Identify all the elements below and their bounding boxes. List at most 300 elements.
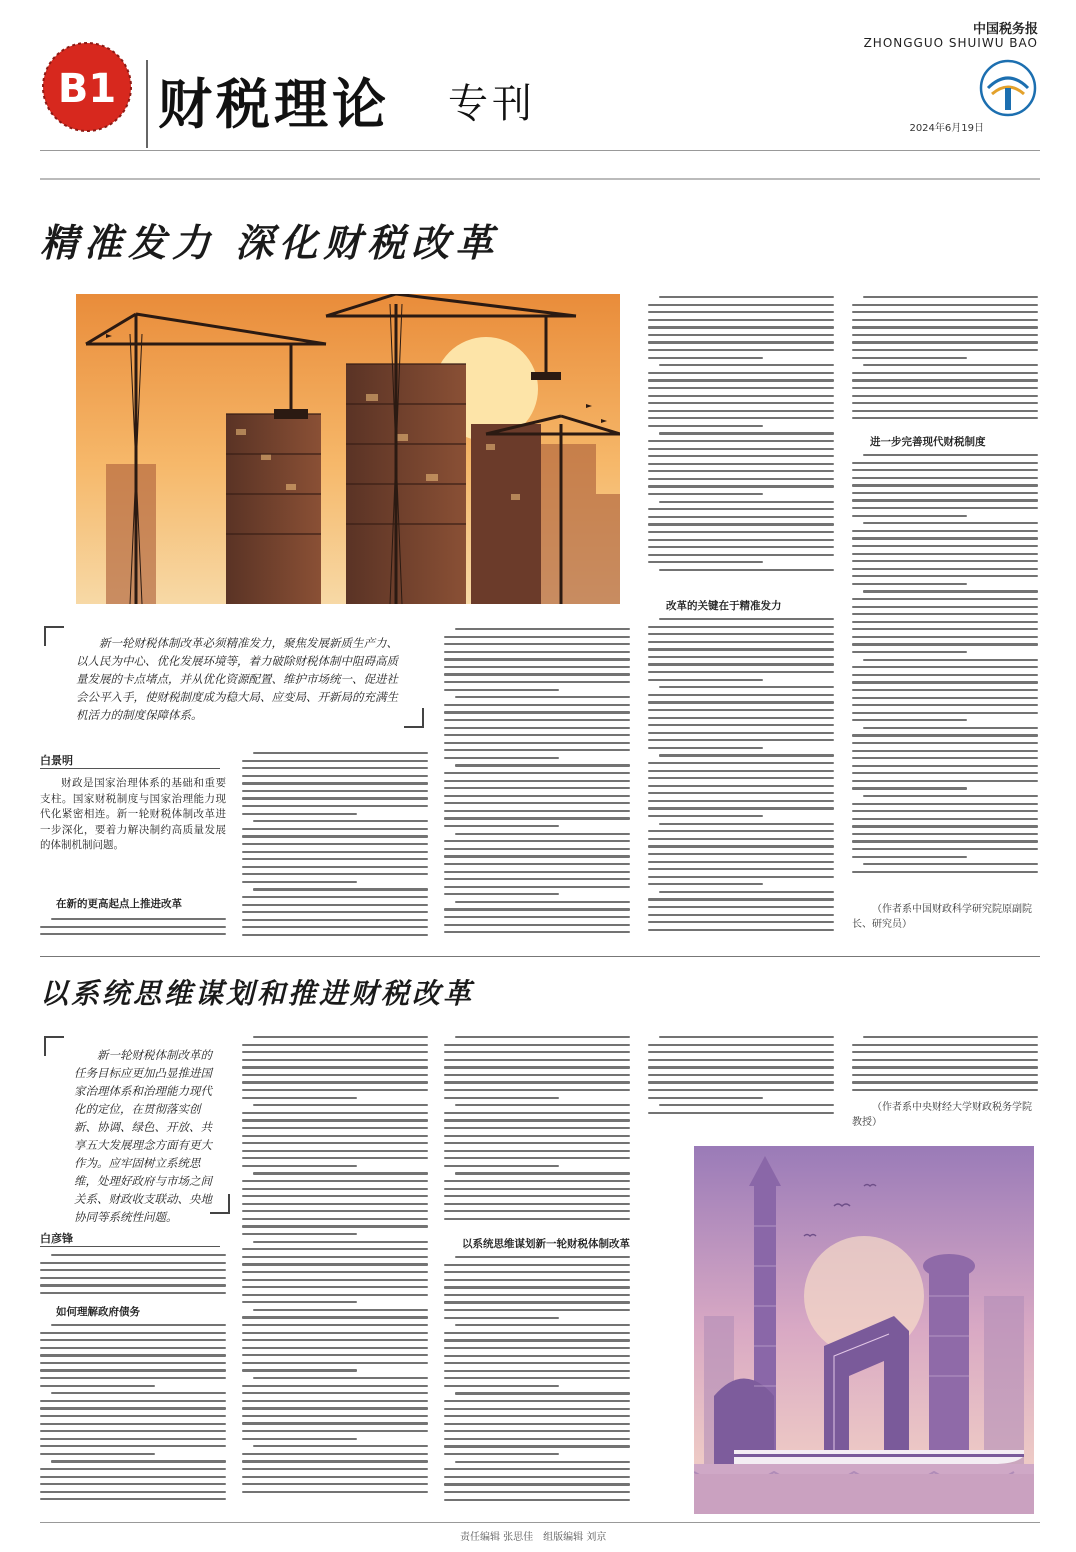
text-line xyxy=(852,765,1038,767)
text-line xyxy=(852,492,1038,494)
text-line xyxy=(648,709,834,711)
text-line xyxy=(253,820,428,822)
text-line xyxy=(40,1385,155,1387)
text-line xyxy=(242,1210,428,1212)
text-line xyxy=(852,395,1038,397)
text-line xyxy=(242,1491,428,1493)
section-title: 财税理论 xyxy=(158,72,390,136)
text-line xyxy=(242,1354,428,1356)
text-line xyxy=(444,1142,630,1144)
text-line xyxy=(51,1460,226,1462)
text-line xyxy=(444,1271,630,1273)
text-line xyxy=(659,296,834,298)
text-line xyxy=(455,1392,630,1394)
text-line xyxy=(648,1112,834,1114)
text-line xyxy=(242,911,428,913)
text-line xyxy=(242,1301,357,1303)
text-line xyxy=(40,1468,226,1470)
text-line xyxy=(242,1400,428,1402)
text-line xyxy=(648,815,763,817)
text-line xyxy=(242,1294,428,1296)
text-line xyxy=(648,770,834,772)
text-line xyxy=(242,851,428,853)
publication-date: 2024年6月19日 xyxy=(909,123,984,134)
text-line xyxy=(444,1491,630,1493)
text-line xyxy=(648,1089,834,1091)
text-line xyxy=(852,787,967,789)
text-line xyxy=(659,432,834,434)
text-line xyxy=(40,1438,226,1440)
text-line xyxy=(444,1051,630,1053)
text-line xyxy=(444,1415,630,1417)
text-line xyxy=(242,1422,428,1424)
text-line xyxy=(852,311,1038,313)
text-line xyxy=(852,484,1038,486)
text-line xyxy=(648,717,834,719)
text-line xyxy=(444,886,630,888)
text-line xyxy=(455,833,630,835)
text-line xyxy=(648,1059,834,1061)
text-line xyxy=(444,757,559,759)
text-line xyxy=(444,924,630,926)
paper-name-en: ZHONGGUO SHUIWU BAO xyxy=(863,36,1038,50)
text-line xyxy=(253,1241,428,1243)
text-line xyxy=(444,711,630,713)
text-line xyxy=(51,918,226,920)
text-line xyxy=(852,742,1038,744)
text-line xyxy=(242,1483,428,1485)
article2-subhead-2: 以系统思维谋划新一轮财税体制改革 xyxy=(462,1238,630,1250)
text-line xyxy=(852,530,1038,532)
text-line xyxy=(444,681,630,683)
text-line xyxy=(648,663,834,665)
text-line xyxy=(852,560,1038,562)
text-line xyxy=(444,1127,630,1129)
text-line xyxy=(648,656,834,658)
text-line xyxy=(648,417,834,419)
text-line xyxy=(444,1362,630,1364)
text-line xyxy=(852,583,967,585)
text-column xyxy=(444,628,630,948)
text-line xyxy=(852,326,1038,328)
text-line xyxy=(242,1233,357,1235)
text-line xyxy=(852,689,1038,691)
text-line xyxy=(852,575,1038,577)
text-line xyxy=(242,1324,428,1326)
article1-subhead-3: 进一步完善现代财税制度 xyxy=(870,436,986,448)
text-line xyxy=(242,1407,428,1409)
text-line xyxy=(40,933,226,935)
text-line xyxy=(648,906,834,908)
text-column xyxy=(444,1256,630,1514)
text-line xyxy=(852,469,1038,471)
text-line xyxy=(648,531,834,533)
text-line xyxy=(444,1180,630,1182)
text-line xyxy=(242,1112,428,1114)
text-line xyxy=(852,712,1038,714)
text-line xyxy=(852,1044,1038,1046)
text-line xyxy=(444,1218,630,1220)
text-line xyxy=(242,858,428,860)
text-line xyxy=(852,304,1038,306)
text-column xyxy=(40,1324,226,1514)
text-line xyxy=(444,1309,630,1311)
text-line xyxy=(444,1483,630,1485)
text-line xyxy=(40,1277,226,1279)
text-line xyxy=(242,904,428,906)
text-line xyxy=(51,1324,226,1326)
text-line xyxy=(648,1066,834,1068)
text-line xyxy=(648,762,834,764)
text-line xyxy=(444,1294,630,1296)
text-line xyxy=(455,1104,630,1106)
text-line xyxy=(242,1438,357,1440)
text-line xyxy=(648,463,834,465)
text-line xyxy=(40,1284,226,1286)
text-line xyxy=(242,1059,428,1061)
text-column xyxy=(242,1036,428,1514)
text-line xyxy=(242,1074,428,1076)
text-line xyxy=(444,1499,630,1501)
text-column xyxy=(852,1036,1038,1096)
text-line xyxy=(40,1491,226,1493)
text-line xyxy=(648,387,834,389)
text-line xyxy=(648,349,834,351)
text-line xyxy=(648,334,834,336)
text-line xyxy=(253,1377,428,1379)
text-line xyxy=(444,1355,630,1357)
text-line xyxy=(242,843,428,845)
text-line xyxy=(852,417,1038,419)
text-line xyxy=(444,1468,630,1470)
page-number-badge xyxy=(40,40,134,134)
text-line xyxy=(444,780,630,782)
text-line xyxy=(444,825,559,827)
text-line xyxy=(444,704,630,706)
text-line xyxy=(852,507,1038,509)
text-line xyxy=(863,590,1038,592)
text-line xyxy=(659,1104,834,1106)
text-line xyxy=(659,754,834,756)
abstract-bracket-bottom-right xyxy=(404,708,424,728)
text-line xyxy=(242,1362,428,1364)
text-line xyxy=(40,1423,226,1425)
text-line xyxy=(852,1081,1038,1083)
text-line xyxy=(852,357,967,359)
text-line xyxy=(648,1044,834,1046)
text-line xyxy=(648,641,834,643)
text-line xyxy=(444,749,630,751)
text-line xyxy=(444,1430,630,1432)
text-line xyxy=(40,1483,226,1485)
article1-headline: 精准发力 深化财税改革 xyxy=(40,220,500,265)
text-line xyxy=(659,686,834,688)
text-line xyxy=(40,1415,226,1417)
text-line xyxy=(648,448,834,450)
text-column xyxy=(852,454,1038,894)
text-line xyxy=(863,296,1038,298)
text-line xyxy=(648,539,834,541)
text-line xyxy=(444,893,559,895)
text-line xyxy=(444,787,630,789)
text-line xyxy=(648,516,834,518)
text-line xyxy=(648,868,834,870)
text-line xyxy=(648,440,834,442)
text-line xyxy=(455,696,630,698)
text-line xyxy=(852,387,1038,389)
text-line xyxy=(444,1195,630,1197)
text-line xyxy=(648,493,763,495)
text-line xyxy=(852,856,967,858)
text-line xyxy=(242,1119,428,1121)
text-line xyxy=(648,633,834,635)
text-line xyxy=(852,681,1038,683)
text-line xyxy=(659,618,834,620)
text-line xyxy=(444,1044,630,1046)
text-line xyxy=(648,410,834,412)
text-line xyxy=(852,477,1038,479)
text-line xyxy=(648,523,834,525)
text-line xyxy=(852,803,1038,805)
text-line xyxy=(444,1370,630,1372)
article2-headline: 以系统思维谋划和推进财税改革 xyxy=(40,977,475,1010)
text-line xyxy=(242,1392,428,1394)
text-line xyxy=(852,772,1038,774)
text-line xyxy=(40,1269,226,1271)
paper-name-cn: 中国税务报 xyxy=(972,22,1038,37)
text-line xyxy=(242,1332,428,1334)
text-line xyxy=(242,1081,428,1083)
text-line xyxy=(40,1347,226,1349)
text-line xyxy=(253,888,428,890)
text-line xyxy=(863,659,1038,661)
text-line xyxy=(648,648,834,650)
text-line xyxy=(242,813,357,815)
text-line xyxy=(444,878,630,880)
text-line xyxy=(444,1347,630,1349)
text-line xyxy=(40,1430,226,1432)
text-line xyxy=(852,1074,1038,1076)
text-line xyxy=(40,1377,226,1379)
text-line xyxy=(242,1468,428,1470)
text-line xyxy=(852,750,1038,752)
text-line xyxy=(444,1210,630,1212)
text-line xyxy=(444,855,630,857)
text-line xyxy=(852,825,1038,827)
page-number: B1 xyxy=(57,66,117,112)
text-line xyxy=(852,871,1038,873)
text-line xyxy=(455,1324,630,1326)
text-line xyxy=(444,1264,630,1266)
text-line xyxy=(852,1051,1038,1053)
text-line xyxy=(242,1248,428,1250)
text-line xyxy=(648,830,834,832)
text-line xyxy=(852,621,1038,623)
text-column xyxy=(40,918,226,948)
text-line xyxy=(444,908,630,910)
text-line xyxy=(444,1074,630,1076)
text-line xyxy=(659,891,834,893)
text-line xyxy=(444,1059,630,1061)
author-rule xyxy=(40,1246,220,1247)
masthead-divider xyxy=(146,60,148,148)
text-line xyxy=(444,734,630,736)
text-line xyxy=(648,304,834,306)
text-line xyxy=(648,455,834,457)
text-line xyxy=(242,1127,428,1129)
text-line xyxy=(648,478,834,480)
text-line xyxy=(648,402,834,404)
text-line xyxy=(444,1423,630,1425)
text-line xyxy=(648,792,834,794)
text-line xyxy=(648,800,834,802)
text-line xyxy=(863,863,1038,865)
text-line xyxy=(242,1347,428,1349)
text-line xyxy=(242,1097,357,1099)
text-line xyxy=(455,1461,630,1463)
text-line xyxy=(444,1188,630,1190)
text-line xyxy=(659,823,834,825)
text-line xyxy=(253,1036,428,1038)
text-line xyxy=(242,1203,428,1205)
article1-abstract: 新一轮财税体制改革必须精准发力，聚焦发展新质生产力、以人民为中心、优化发展环境等，着力破除财税体制中阻碍高质量发展的卡点堵点，并从优化资源配置、维护市场统一、促进社会公平入手，使财税制度成为稳大局、应变局、开新局的充满生机活力的制度保障体系。 xyxy=(76,636,398,722)
text-line xyxy=(648,807,834,809)
text-line xyxy=(242,1339,428,1341)
text-line xyxy=(648,561,763,563)
article2-byline: （作者系中央财经大学财政税务学院教授） xyxy=(852,1102,1032,1128)
text-line xyxy=(852,818,1038,820)
text-line xyxy=(242,1165,357,1167)
article2-author: 白彦锋 xyxy=(40,1232,73,1245)
article1-byline: （作者系中国财政科学研究院原副院长、研究员） xyxy=(852,904,1032,930)
text-line xyxy=(648,861,834,863)
article2-abstract: 新一轮财税体制改革的任务目标应更加凸显推进国家治理体系和治理能力现代化的定位，在贯彻落实创新、协调、绿色、开放、共享五大发展理念方面有更大作为。应牢固树立系统思维，处理好政府与市场之间关系、财政收支联动、央地协同等系统性问题。 xyxy=(74,1048,212,1224)
text-line xyxy=(444,871,630,873)
text-line xyxy=(852,643,1038,645)
text-line xyxy=(455,1256,630,1258)
text-line xyxy=(648,785,834,787)
text-line xyxy=(242,1453,428,1455)
text-line xyxy=(444,1301,630,1303)
text-line xyxy=(444,1385,559,1387)
text-line xyxy=(852,1059,1038,1061)
city-skyline-illustration xyxy=(694,1146,1034,1514)
text-line xyxy=(444,1135,630,1137)
text-line xyxy=(648,679,763,681)
article1-subhead-2: 改革的关键在于精准发力 xyxy=(666,600,782,612)
text-line xyxy=(648,372,834,374)
text-line xyxy=(444,1476,630,1478)
text-line xyxy=(852,613,1038,615)
text-line xyxy=(40,1407,226,1409)
text-line xyxy=(444,795,630,797)
text-line xyxy=(648,732,834,734)
text-line xyxy=(51,1392,226,1394)
text-line xyxy=(444,1119,630,1121)
text-line xyxy=(648,929,834,931)
text-line xyxy=(444,1157,630,1159)
text-line xyxy=(648,838,834,840)
text-line xyxy=(852,598,1038,600)
text-line xyxy=(852,1066,1038,1068)
text-line xyxy=(253,1104,428,1106)
masthead-rule xyxy=(40,150,1040,151)
text-line xyxy=(242,873,428,875)
text-line xyxy=(852,319,1038,321)
text-line xyxy=(852,462,1038,464)
text-line xyxy=(242,767,428,769)
text-line xyxy=(40,1400,226,1402)
text-line xyxy=(40,926,226,928)
text-column xyxy=(40,1254,226,1298)
text-line xyxy=(444,1339,630,1341)
text-line xyxy=(242,1218,428,1220)
text-line xyxy=(852,606,1038,608)
text-line xyxy=(852,1089,1038,1091)
text-line xyxy=(242,1188,428,1190)
text-line xyxy=(444,643,630,645)
text-line xyxy=(40,1453,155,1455)
text-line xyxy=(242,1415,428,1417)
text-line xyxy=(455,901,630,903)
text-line xyxy=(648,425,763,427)
text-line xyxy=(852,341,1038,343)
text-line xyxy=(648,724,834,726)
text-line xyxy=(444,817,630,819)
text-line xyxy=(242,1150,428,1152)
text-column xyxy=(852,296,1038,428)
text-line xyxy=(648,914,834,916)
text-line xyxy=(40,1262,226,1264)
text-column xyxy=(648,1036,834,1120)
text-line xyxy=(648,1081,834,1083)
text-line xyxy=(648,626,834,628)
text-line xyxy=(852,697,1038,699)
text-line xyxy=(444,1286,630,1288)
text-line xyxy=(852,651,967,653)
text-line xyxy=(444,772,630,774)
article1-author: 白景明 xyxy=(40,754,73,767)
text-line xyxy=(242,790,428,792)
text-line xyxy=(648,485,834,487)
text-line xyxy=(648,379,834,381)
text-line xyxy=(852,499,1038,501)
editor-credit: 责任编辑 张思佳 组版编辑 刘京 xyxy=(460,1532,607,1543)
text-line xyxy=(242,835,428,837)
text-line xyxy=(648,554,834,556)
text-line xyxy=(242,1385,428,1387)
text-line xyxy=(852,734,1038,736)
footer-rule xyxy=(40,1522,1040,1523)
text-line xyxy=(648,311,834,313)
text-line xyxy=(253,1172,428,1174)
text-line xyxy=(444,1279,630,1281)
text-line xyxy=(863,454,1038,456)
text-line xyxy=(242,1044,428,1046)
text-line xyxy=(242,1256,428,1258)
text-line xyxy=(253,752,428,754)
text-line xyxy=(242,1225,428,1227)
text-line xyxy=(852,840,1038,842)
text-line xyxy=(648,326,834,328)
text-line xyxy=(242,881,357,883)
text-line xyxy=(648,470,834,472)
text-line xyxy=(242,934,428,936)
text-line xyxy=(444,1377,630,1379)
text-line xyxy=(444,1081,630,1083)
text-line xyxy=(444,863,630,865)
text-line xyxy=(444,1150,630,1152)
